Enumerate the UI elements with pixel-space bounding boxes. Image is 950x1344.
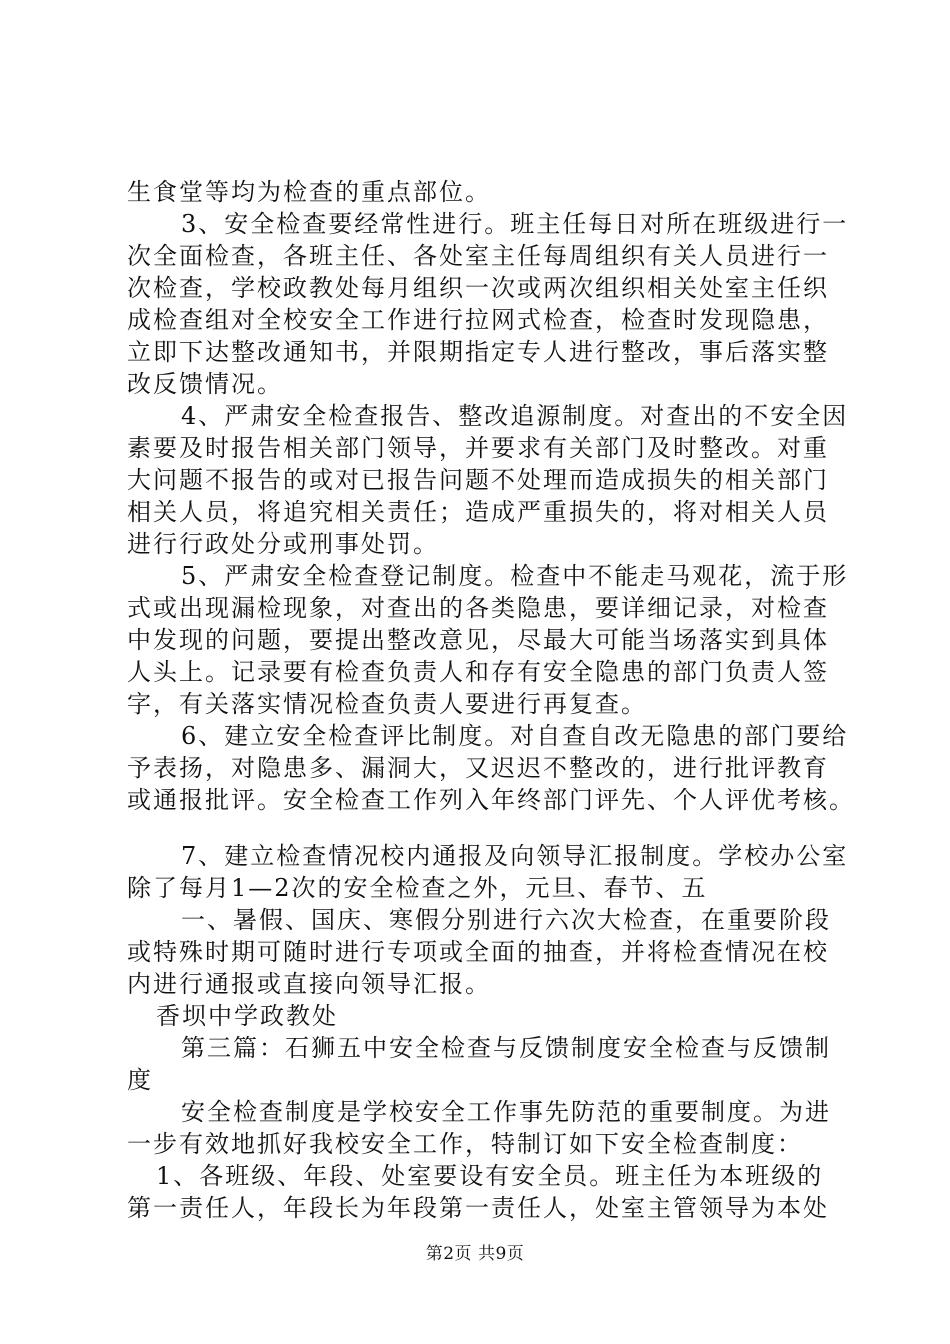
- text-line-19: 予表扬，对隐患多、漏洞大，又迟迟不整改的，进行批评教育: [127, 754, 829, 782]
- text-line-17: 字，有关落实情况检查负责人要进行再复查。: [127, 690, 647, 718]
- text-line-20: 或通报批评。安全检查工作列入年终部门评先、个人评优考核。: [127, 786, 855, 814]
- text-line-21: 7、建立检查情况校内通报及向领导汇报制度。学校办公室: [181, 842, 849, 870]
- text-line-22: 除了每月1—2次的安全检查之外，元旦、春节、五: [127, 874, 708, 902]
- text-line-2: 3、安全检查要经常性进行。班主任每日对所在班级进行一: [181, 210, 849, 238]
- text-line-30: 一步有效地抓好我校安全工作，特制订如下安全检查制度：: [127, 1130, 803, 1158]
- text-line-10: 大问题不报告的或对已报告问题不处理而造成损失的相关部门: [127, 466, 829, 494]
- section-heading-cont: 度: [127, 1066, 153, 1094]
- text-line-7: 改反馈情况。: [127, 370, 283, 398]
- text-line-11: 相关人员，将追究相关责任；造成严重损失的，将对相关人员: [127, 498, 829, 526]
- text-line-31: 1、各班级、年段、处室要设有安全员。班主任为本班级的: [156, 1162, 824, 1190]
- text-line-14: 式或出现漏检现象，对查出的各类隐患，要详细记录，对检查: [127, 594, 829, 622]
- text-line-16: 人头上。记录要有检查负责人和存有安全隐患的部门负责人签: [127, 658, 829, 686]
- text-line-25: 内进行通报或直接向领导汇报。: [127, 970, 491, 998]
- text-line-13: 5、严肃安全检查登记制度。检查中不能走马观花，流于形: [181, 562, 849, 590]
- text-line-18: 6、建立安全检查评比制度。对自查自改无隐患的部门要给: [181, 722, 849, 750]
- text-line-23: 一、暑假、国庆、寒假分别进行六次大检查，在重要阶段: [181, 906, 831, 934]
- text-line-8: 4、严肃安全检查报告、整改追源制度。对查出的不安全因: [181, 402, 849, 430]
- text-line-3: 次全面检查，各班主任、各处室主任每周组织有关人员进行一: [127, 242, 829, 270]
- text-line-9: 素要及时报告相关部门领导，并要求有关部门及时整改。对重: [127, 434, 829, 462]
- page-number-footer: 第2页 共9页: [425, 1244, 525, 1264]
- text-line-24: 或特殊时期可随时进行专项或全面的抽查，并将检查情况在校: [127, 938, 829, 966]
- text-line-32: 第一责任人，年段长为年段第一责任人，处室主管领导为本处: [127, 1194, 829, 1222]
- text-line-5: 成检查组对全校安全工作进行拉网式检查，检查时发现隐患，: [127, 306, 829, 334]
- text-line-12: 进行行政处分或刑事处罚。: [127, 530, 439, 558]
- section-heading: 第三篇：石狮五中安全检查与反馈制度安全检查与反馈制: [181, 1034, 831, 1062]
- text-line-29: 安全检查制度是学校安全工作事先防范的重要制度。为进: [181, 1098, 831, 1126]
- signature-line: 香坝中学政教处: [156, 1002, 338, 1030]
- text-line-15: 中发现的问题，要提出整改意见，尽最大可能当场落实到具体: [127, 626, 829, 654]
- text-line-1: 生食堂等均为检查的重点部位。: [127, 178, 491, 206]
- text-line-4: 次检查，学校政教处每月组织一次或两次组织相关处室主任织: [127, 274, 829, 302]
- text-line-6: 立即下达整改通知书，并限期指定专人进行整改，事后落实整: [127, 338, 829, 366]
